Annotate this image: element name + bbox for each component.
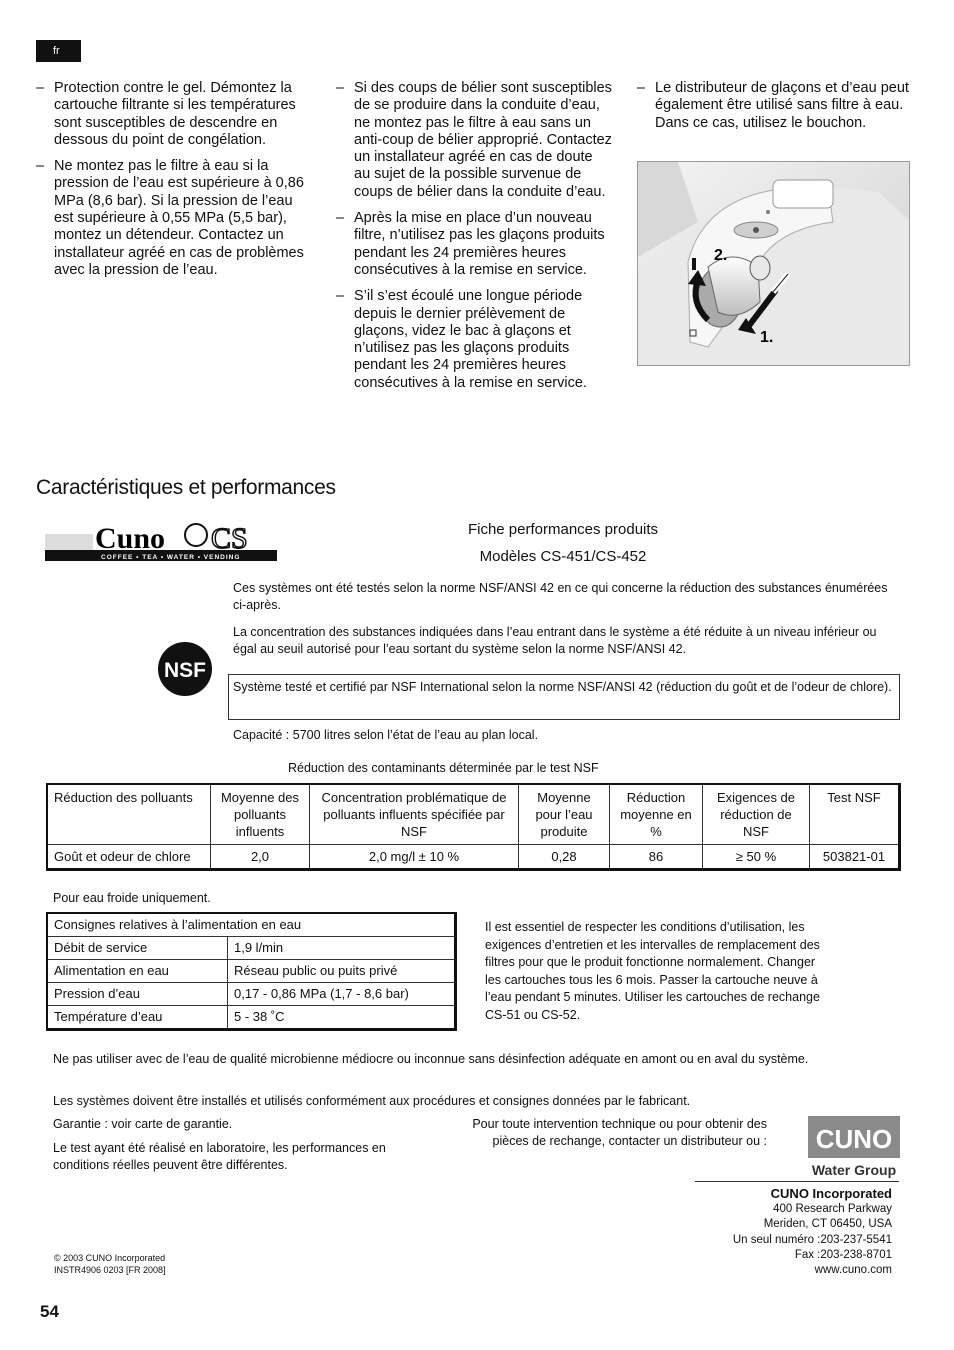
- maintenance-note: Il est essentiel de respecter les conditions d’utilisation, les exigences d’entretien et les intervalles de remplacement des filtres pour que le produit fonctionne normalement. Changer les cartouches tous les 6 mois. Passer la cartouche neuve à l’eau pendant 5 minutes. Utiliser les cartouches de rechange CS-51 ou CS-52.: [485, 920, 820, 1022]
- table-cell: 2,0: [211, 845, 310, 870]
- table-cell: Alimentation en eau: [47, 960, 228, 983]
- address-street: 400 Research Parkway: [773, 1203, 892, 1215]
- warning-installation: Les systèmes doivent être installés et utilisés conformément aux procédures et consignes données par le fabricant.: [53, 1094, 691, 1108]
- table-cell: 0,28: [519, 845, 610, 870]
- table-cell: Débit de service: [47, 937, 228, 960]
- contact-text: Pour toute intervention technique ou pour obtenir des pièces de rechange, contacter un distributeur ou :: [472, 1117, 767, 1148]
- table-row: [47, 983, 456, 1006]
- cuno-logo-group: Water Group: [811, 1162, 897, 1178]
- page-number: 54: [40, 1302, 59, 1321]
- nsf-logo: [157, 641, 213, 697]
- capacity-text: Capacité : 5700 litres selon l’état de l’eau au plan local.: [233, 728, 539, 742]
- bullet-water-hammer: – Si des coups de bélier sont susceptibles de se produire dans la conduite d’eau, ne montez pas le filtre à eau sans un anti-coup de bélier approprié. Contactez un installateur agréé en cas de doute au sujet de la possible survenue de coups de bélier dans la conduite d’eau.: [336, 80, 612, 201]
- header-cell: Réduction moyenne en %: [610, 784, 703, 845]
- address-website[interactable]: www.cuno.com: [814, 1264, 892, 1277]
- address-city: Meriden, CT 06450, USA: [763, 1218, 892, 1231]
- table-cell: Température d’eau: [47, 1006, 228, 1030]
- performance-title: [440, 516, 686, 570]
- table-header-row: [47, 784, 900, 845]
- bullet-long-period: – S’il s’est écoulé une longue période depuis le dernier prélèvement de glaçons, videz le bac à glaçons et n’utilisez pas les glaçons produits pendant les 24 premières heures consécutives à la remise en service.: [336, 288, 612, 392]
- table-row: [47, 913, 456, 937]
- cold-water-note: Pour eau froide uniquement.: [53, 891, 211, 905]
- contaminant-reduction-table: [46, 783, 901, 871]
- header-cell: Exigences de réduction de NSF: [703, 784, 810, 845]
- header-cell: Moyenne des polluants influents: [211, 784, 310, 845]
- warranty-text: Garantie : voir carte de garantie.: [53, 1117, 233, 1131]
- address-divider: [695, 1181, 899, 1182]
- table-row: [47, 1006, 456, 1030]
- intro-paragraph-1: Ces systèmes ont été testés selon la norme NSF/ANSI 42 en ce qui concerne la réduction des substances énumérées ci-après.: [233, 581, 888, 612]
- lab-test-text: Le test ayant été réalisé en laboratoire, les performances en conditions réelles peuvent être différentes.: [53, 1141, 386, 1172]
- column-1: [36, 80, 310, 288]
- copyright-block: [54, 1252, 166, 1276]
- table-cell: ≥ 50 %: [703, 845, 810, 870]
- table-cell: Goût et odeur de chlore: [47, 845, 211, 870]
- filter-illustration: [638, 162, 910, 366]
- language-tag: fr: [36, 40, 81, 62]
- certification-box: Système testé et certifié par NSF International selon la norme NSF/ANSI 42 (réduction du goût et de l’odeur de chlore).: [228, 674, 900, 720]
- company-name: CUNO Incorporated: [770, 1186, 892, 1201]
- table-title-cell: Consignes relatives à l’alimentation en eau: [54, 917, 302, 932]
- filter-installation-photo: [637, 161, 910, 366]
- bullet-frost: – Protection contre le gel. Démontez la cartouche filtrante si les températures sont susceptibles de descendre en dessous du point de congélation.: [36, 80, 310, 149]
- bullet-new-filter: – Après la mise en place d’un nouveau filtre, n’utilisez pas les glaçons produits pendant les 24 premières heures consécutives à la remise en service.: [336, 210, 612, 279]
- warning-microbial: Ne pas utiliser avec de l’eau de qualité microbienne médiocre ou inconnue sans désinfection adéquate en amont ou en aval du système.: [53, 1052, 809, 1066]
- header-cell: Moyenne pour l’eau produite: [519, 784, 610, 845]
- cuno-cs-logo: [45, 520, 277, 562]
- nsf-logo-text: NSF: [164, 659, 206, 682]
- document-code: INSTR4906 0203 [FR 2008]: [54, 1265, 166, 1275]
- address-phone: Un seul numéro :203-237-5541: [732, 1233, 892, 1246]
- intro-paragraph-2: La concentration des substances indiquées dans l’eau entrant dans le système a été réduite à un niveau inférieur ou égal au seuil autorisé pour l’eau sortant du système selon la norme NSF/ANSI 42.: [233, 625, 877, 656]
- table-cell: 5 - 38 ˚C: [228, 1006, 456, 1030]
- table-cell: Réseau public ou puits privé: [228, 960, 456, 983]
- table-row: [47, 960, 456, 983]
- step-1-label: 1.: [760, 329, 774, 346]
- logo-suffix: CS: [211, 522, 248, 555]
- table-row: [47, 845, 900, 870]
- table-cell: 86: [610, 845, 703, 870]
- header-cell: Concentration problématique de polluants influents spécifiée par NSF: [310, 784, 519, 845]
- column-2: [336, 80, 612, 401]
- address-fax: Fax :203-238-8701: [794, 1248, 892, 1261]
- table-cell: 503821-01: [810, 845, 900, 870]
- performance-title-line-1: Fiche performances produits: [467, 521, 659, 538]
- bullet-pressure: – Ne montez pas le filtre à eau si la pression de l’eau est supérieure à 0,86 MPa (8,6 bar). Si la pression de l’eau est supérieure à 0,55 MPa (5,5 bar), montez un détendeur. Contactez un installateur agréé en cas de problèmes avec la pression de l’eau.: [36, 158, 310, 279]
- column-3: [637, 80, 912, 141]
- copyright-line: © 2003 CUNO Incorporated: [54, 1253, 166, 1263]
- bullet-dispenser: – Le distributeur de glaçons et d’eau peut également être utilisé sans filtre à eau. Dans ce cas, utilisez le bouchon.: [637, 80, 912, 132]
- header-cell: Test NSF: [827, 790, 881, 805]
- logo-tagline: COFFEE • TEA • WATER • VENDING: [101, 554, 241, 561]
- table-cell: 2,0 mg/l ± 10 %: [310, 845, 519, 870]
- company-address: [733, 1185, 892, 1278]
- performance-title-line-2: Modèles CS-451/CS-452: [479, 548, 647, 565]
- cuno-logo-mark: CUNO: [815, 1124, 893, 1154]
- section-heading: Caractéristiques et performances: [36, 476, 336, 499]
- table-row: [47, 937, 456, 960]
- logo-brand: Cuno: [95, 522, 166, 555]
- table-cell: 1,9 l/min: [228, 937, 456, 960]
- water-supply-table: [46, 912, 457, 1031]
- table-cell: 0,17 - 0,86 MPa (1,7 - 8,6 bar): [228, 983, 456, 1006]
- table-cell: Pression d’eau: [47, 983, 228, 1006]
- header-cell: Réduction des polluants: [47, 784, 211, 845]
- step-2-label: 2.: [714, 247, 728, 264]
- cuno-water-group-logo: [808, 1116, 900, 1180]
- table-caption: Réduction des contaminants déterminée par le test NSF: [288, 761, 599, 775]
